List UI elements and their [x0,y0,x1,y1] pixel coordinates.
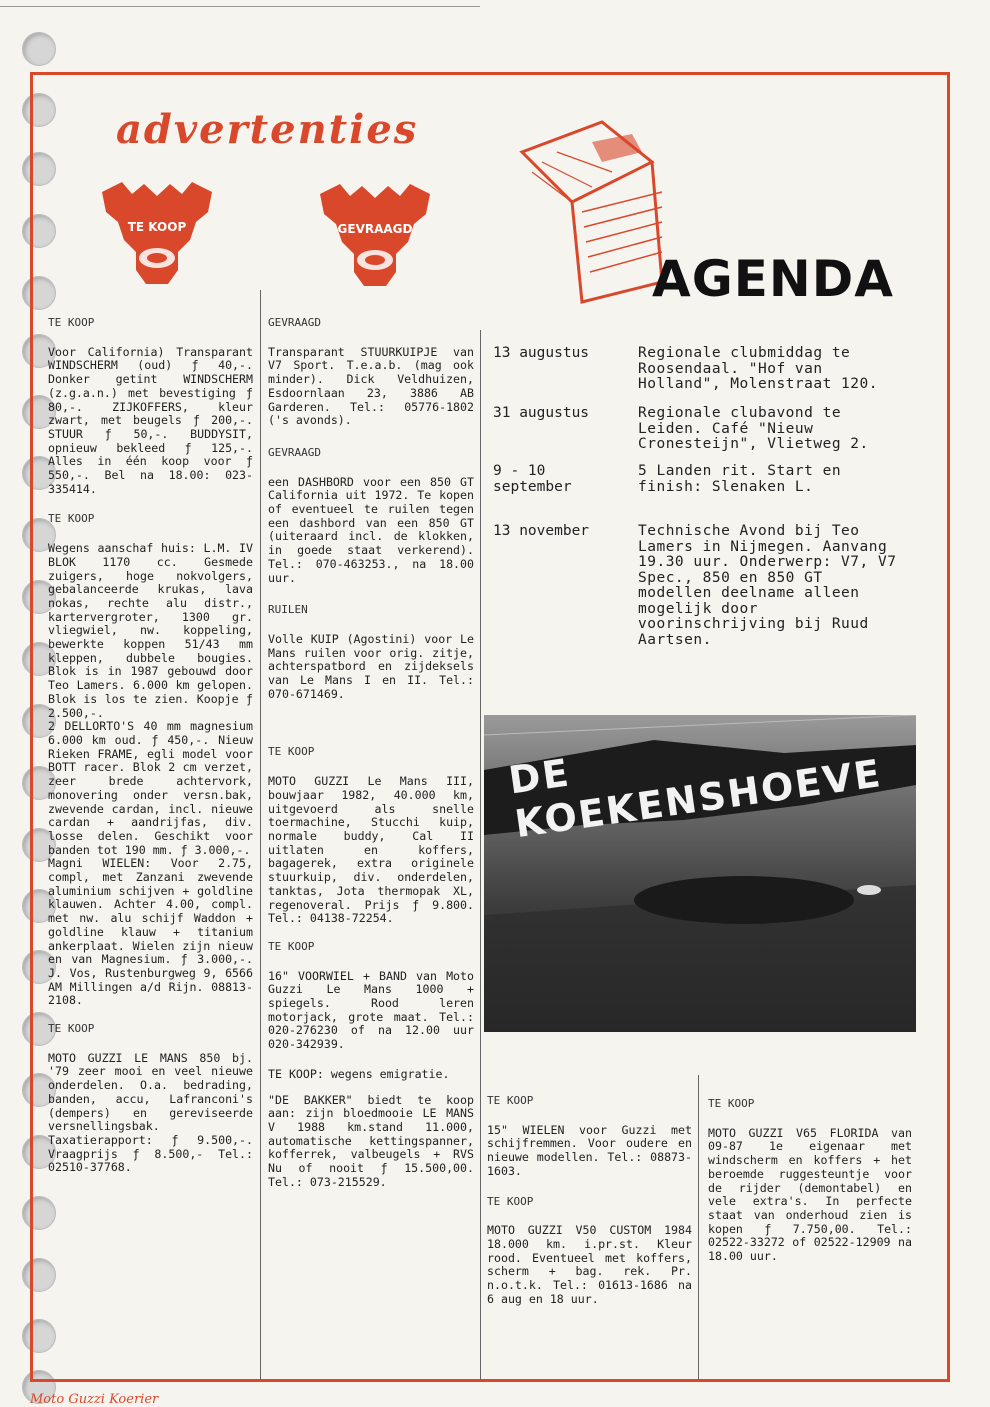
agenda-entry: Technische Avond bij Teo Lamers in Nijmegen. Aanvang 19.30 uur. Onderwerp: V7, V7 Spec., 850 en 850 GT modellen deelname alleen mogelijk door voorinschrijving bij Ruud Aartsen. [638,523,897,648]
ad-heading: TE KOOP [268,745,315,759]
agenda-date: 31 augustus [493,405,590,421]
agenda-date: 13 augustus [493,345,590,361]
banner-text: DE KOEKENSHOEVE [506,750,885,847]
ad-text: 16" VOORWIEL + BAND van Moto Guzzi Le Mans 1000 + spiegels. Rood leren motorjack, grote maat. Tel.: 020-276230 of na 12.00 uur 020-342939. [268,968,474,1052]
ad-text: Magni WIELEN: Voor 2.75, compl, met Zanzani zwevende aluminium schijven + goldline klauwen. Achter 4.00, compl. met nw. alu schijf Waddon + goldline klauw + titanium ankerplaat. Wielen zijn nieuw en van Magnesium. ƒ 3.000,-. J. Vos, Rustenburgweg 9, 6566 AM Millingen a/d Rijn. 08813-2108. [48,856,253,1008]
gevraagd-badge [310,180,440,300]
top-rule [0,6,480,7]
page-title: advertenties [116,106,419,153]
ad-heading: TE KOOP [48,512,95,526]
ads-column-2 [268,316,474,1201]
binder-hole [22,32,56,66]
ad-heading: TE KOOP [487,1194,534,1208]
footer-title: Moto Guzzi Koerier [30,1392,159,1407]
ad-text: MOTO GUZZI V65 FLORIDA van 09-87 1e eigenaar met windscherm en koffers + het beroemde ruggesteuntje voor de rijder (demontabel) en vele extra's. In perfecte staat van onderhoud zien is kopen ƒ 7.750,00. Tel.: 02522-33272 of 02522-12909 na 18.00 uur. [708,1125,912,1264]
ad-text: MOTO GUZZI V50 CUSTOM 1984 18.000 km. i.pr.st. Kleur rood. Eventueel met koffers, scherm + bag. rek. Pr. n.o.t.k. Tel.: 01613-1686 na 6 aug en 18 uur. [487,1223,692,1306]
ad-text: Transparant STUURKUIPJE van V7 Sport. T.e.a.b. (mag ook minder). Dick Veldhuizen, Esdoornlaan 23, 3886 AB Garderen. Tel.: 05776-1802 ('s avonds). [268,344,474,428]
te-koop-badge-label: TE KOOP [127,220,187,234]
agenda-entry: 5 Landen rit. Start en finish: Slenaken L. [638,463,842,495]
ad-heading: TE KOOP [268,939,315,953]
ad-heading: GEVRAAGD [268,316,321,329]
eagle-badge-icon [310,180,440,300]
ad-text: MOTO GUZZI LE MANS 850 bj. '79 zeer mooi en veel nieuwe onderdelen. O.a. bedrading, banden, accu, Lafranconi's (dempers) en gereviseerde versnellingsbak. Taxatierapport: ƒ 9.500,-. Vraagprijs ƒ 8.500,- Tel.: 02510-37768. [48,1050,253,1175]
te-koop-badge [92,178,222,298]
ad-text: een DASHBORD voor een 850 GT California uit 1972. Te kopen of eventueel te ruilen tegen een dashbord van een 850 GT (uiteraard incl. de klokken, in goede staat verkerend). Tel.: 070-463253., na 18.00 uur. [268,474,474,585]
column-divider [260,290,261,1380]
column-divider [698,1075,699,1380]
ad-heading: RUILEN [268,603,308,617]
ad-text: 2 DELLORTO'S 40 mm magnesium 6.000 km oud. ƒ 450,-. Nieuw Rieken FRAME, egli model voor BOTT racer. Blok 2 cm verzet, zeer brede achtervork, monovering onder versn.bak, zwevende cardan, incl. nieuwe cardan + aandrijfas, div. losse delen. Geschikt voor banden tot 190 mm. ƒ 3.000,-. [48,719,253,857]
agenda-date: 13 november [493,523,590,539]
ad-heading: TE KOOP [48,316,95,329]
ads-column-4 [708,1097,912,1276]
ad-heading: TE KOOP [708,1097,755,1110]
agenda-entry: Regionale clubmiddag te Roosendaal. "Hof van Holland", Molenstraat 120. [638,345,878,392]
agenda-date: 9 - 10 september [493,463,572,495]
ad-text: Volle KUIP (Agostini) voor Le Mans ruilen voor orig. zitje, achterspatbord en zijdeksels van Le Mans I en II. Tel.: 070-671469. [268,631,474,701]
event-photo [484,715,916,1032]
ad-text: Voor California) Transparant WINDSCHERM (oud) ƒ 40,-. Donker getint WINDSCHERM (z.g.a.n.) met bevestiging ƒ 80,-. ZIJKOFFERS, kleur zwart, met beugels ƒ 200,-. STUUR ƒ 50,-. BUDDYSIT, opnieuw bekleed ƒ 125,-. Alles in één koop voor ƒ 550,-. Bel na 18.00: 023-335414. [48,344,253,496]
ad-heading: GEVRAAGD [268,445,321,459]
agenda-title: AGENDA [652,250,894,308]
agenda-entry: Regionale clubavond te Leiden. Café "Nieuw Cronesteijn", Vlietweg 2. [638,405,869,452]
eagle-badge-icon [92,178,222,298]
ad-heading: TE KOOP [487,1094,534,1107]
ad-text: MOTO GUZZI Le Mans III, bouwjaar 1982, 40.000 km, uitgevoerd als snelle toermachine, Stucchi kuip, normale buddy, Cal II uitlaten en koffers, bagagerek, extra originele stuurkuip, div. onderdelen, tanktas, Jota thermopak XL, regenoveral. Prijs ƒ 9.800. Tel.: 04138-72254. [268,774,474,926]
ads-column-3 [487,1094,692,1318]
ad-heading: TE KOOP [48,1022,95,1036]
column-divider [480,330,481,1380]
ad-text: 15" WIELEN voor Guzzi met schijfremmen. Voor oudere en nieuwe modellen. Tel.: 08873-1603. [487,1122,692,1178]
ad-text: TE KOOP: wegens emigratie. [268,1066,450,1081]
ads-column-1 [48,316,253,1187]
gevraagd-badge-label: GEVRAAGD [337,222,413,236]
ad-text: "DE BAKKER" biedt te koop aan: zijn bloedmooie LE MANS V 1988 km.stand 11.000, automatische kettingspanner, kofferrek, valbeugels + RVS Nu of nooit ƒ 15.500,00. Tel.: 073-215529. [268,1092,474,1189]
ad-text: Wegens aanschaf huis: L.M. IV BLOK 1170 cc. Gesmede zuigers, hoge nokvolgers, gebalanceerde krukas, lava nokas, rechte alu distr., kartervergroter, 1300 gr. vliegwiel, nw. koppeling, bewerkte koppen 51/43 mm kleppen, dubbele bougies. Blok is in 1987 gebouwd door Teo Lamers. 6.000 km gelopen. Blok is los te zien. Koopje ƒ 2.500,-. [48,541,253,720]
